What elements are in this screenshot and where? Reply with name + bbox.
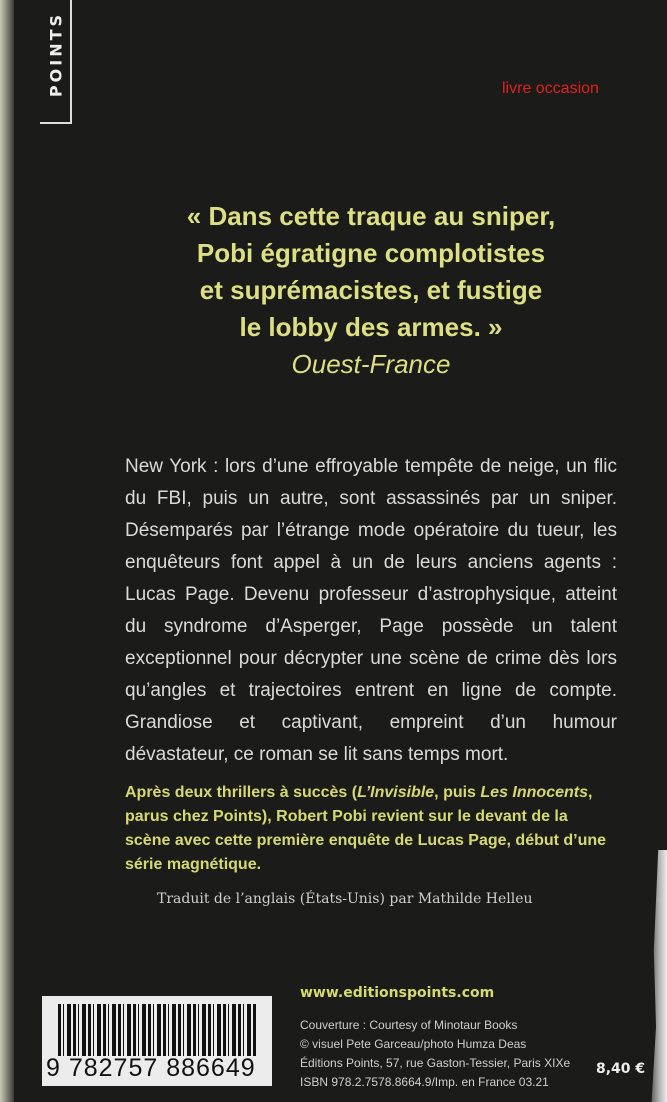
barcode: [42, 996, 272, 1086]
book-spine-edge: [0, 0, 14, 1102]
book-title: L’Invisible: [357, 784, 435, 801]
translation-credit: Traduit de l’anglais (États-Unis) par Mathilde Helleu: [157, 891, 533, 907]
quote-line: le lobby des armes. »: [239, 312, 503, 342]
credit-line: © visuel Pete Garceau/photo Humza Deas: [300, 1037, 527, 1051]
blurb-text: , parus chez Points), Robert Pobi revient sur le devant de la scène avec cette première enquête de Lucas Page, début d’une série magnétique.: [125, 784, 607, 873]
publisher-website: www.editionspoints.com: [300, 985, 495, 1001]
cover-credits: [300, 1016, 570, 1092]
quote-line: « Dans cette traque au sniper,: [186, 201, 556, 231]
price: 8,40 €: [596, 1061, 646, 1077]
back-cover-text: [125, 198, 617, 907]
quote-line: Pobi égratigne complotistes: [196, 238, 546, 268]
blurb-text: Après deux thrillers à succès (: [125, 784, 358, 801]
credit-line: ISBN 978.2.7578.8664.9/Imp. en France 03.21: [300, 1075, 549, 1089]
quote-line: et suprémacistes, et fustige: [199, 275, 543, 305]
book-title: Les Innocents: [480, 784, 588, 801]
blurb-text: , puis: [434, 784, 481, 801]
summary-text: New York : lors d’une effroyable tempête de neige, un flic du FBI, puis un autre, sont assassinés par un sniper. Désemparés par l’étrange mode opératoire du tueur, les enquêteurs font appel à un de leurs anciens agents : Lucas Page. Devenu professeur d’astrophysique, atteint du syndrome d’Asperger, Page possède un talent exceptionnel pour décrypter une scène de crime dès lors qu’angles et trajectoires entrent en ligne de compte. Grandiose et captivant, empreint d’un humour dévastateur, ce roman se lit sans temps mort.: [125, 456, 617, 765]
author-blurb: [125, 781, 617, 877]
credit-line: Couverture : Courtesy of Minotaur Books: [300, 1018, 518, 1032]
barcode-number: 9 782757 886649: [46, 1054, 256, 1082]
publisher-logo: POINTS: [40, 0, 72, 124]
quote-source: Ouest-France: [291, 349, 451, 379]
barcode-bars: [58, 1004, 258, 1056]
used-book-label: livre occasion: [502, 80, 599, 97]
credit-line: Éditions Points, 57, rue Gaston-Tessier, Paris XIXe: [300, 1056, 571, 1070]
press-quote: [65, 198, 667, 383]
torn-edge: [645, 850, 667, 1102]
